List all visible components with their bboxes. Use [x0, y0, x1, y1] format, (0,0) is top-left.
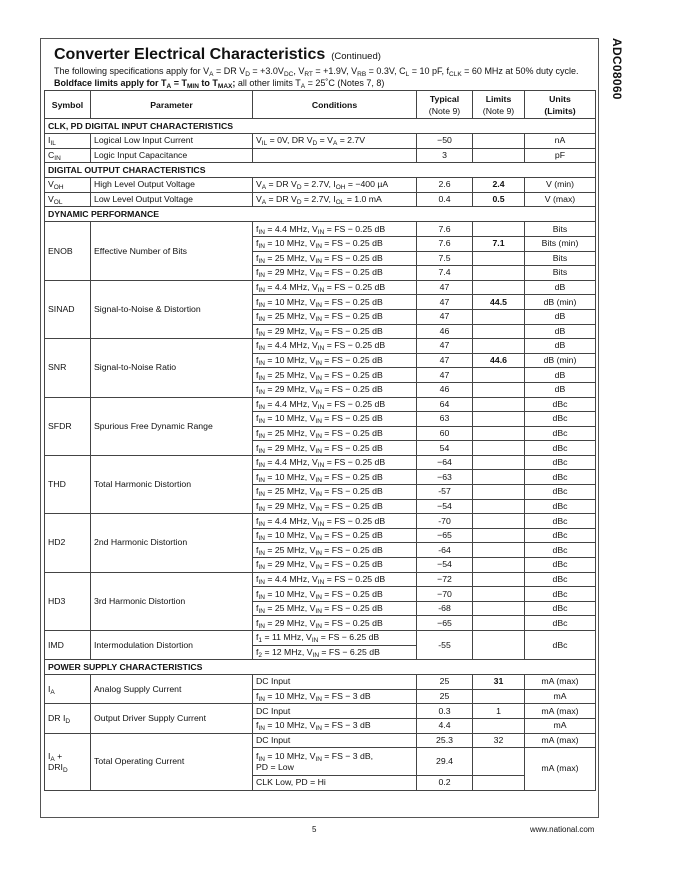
symbol-cell: $I_{IL}$	[45, 134, 91, 149]
section-clk: CLK, PD DIGITAL INPUT CHARACTERISTICS	[45, 119, 596, 134]
limit-cell	[473, 572, 525, 587]
symbol-cell: SINAD	[45, 280, 91, 338]
typical-cell: 60	[417, 426, 473, 441]
typical-cell: 7.5	[417, 251, 473, 266]
limit-cell	[473, 689, 525, 704]
unit-cell: mA	[525, 689, 596, 704]
condition-cell: $f_{IN} = 29$ MHz, $V_{IN}$ = FS − 0.25 dB	[253, 441, 417, 456]
table-row	[45, 148, 596, 163]
condition-cell: $V_A$ = DR $V_D = 2.7V$, $I_{OL} = 1.0$ mA	[253, 192, 417, 207]
limit-cell	[473, 455, 525, 470]
condition-cell: $f_{IN} = 10$ MHz, $V_{IN}$ = FS − 3 dB	[253, 718, 417, 733]
table-row	[45, 339, 596, 354]
page-title: Converter Electrical Characteristics (Continued)	[54, 46, 381, 63]
parameter-cell: 3rd Harmonic Distortion	[91, 572, 253, 630]
limit-cell	[473, 485, 525, 500]
unit-cell: dBc	[525, 587, 596, 602]
symbol-cell: HD2	[45, 514, 91, 572]
unit-cell: mA (max)	[525, 733, 596, 748]
condition-cell: DC Input	[253, 675, 417, 690]
title-note: (Continued)	[331, 51, 381, 62]
limit-cell	[473, 616, 525, 631]
table-row	[45, 572, 596, 587]
unit-cell: V (max)	[525, 192, 596, 207]
unit-cell: dB	[525, 309, 596, 324]
typical-cell: −50	[417, 134, 473, 149]
unit-cell: dBc	[525, 441, 596, 456]
parameter-cell: Signal-to-Noise & Distortion	[91, 280, 253, 338]
condition-cell: $V_{IL} = 0V$, DR $V_D = V_A = 2.7V$	[253, 134, 417, 149]
unit-cell: mA (max)	[525, 704, 596, 719]
parameter-cell: Logic Input Capacitance	[91, 148, 253, 163]
header-symbol: Symbol	[45, 91, 91, 119]
parameter-cell: Analog Supply Current	[91, 675, 253, 704]
typical-cell: 0.4	[417, 192, 473, 207]
table-row	[45, 134, 596, 149]
symbol-cell: HD3	[45, 572, 91, 630]
typical-cell: 2.6	[417, 178, 473, 193]
limit-cell: 7.1	[473, 236, 525, 251]
limit-cell	[473, 251, 525, 266]
condition-cell: $f_{IN} = 29$ MHz, $V_{IN}$ = FS − 0.25 dB	[253, 266, 417, 281]
limit-cell: 32	[473, 733, 525, 748]
typical-cell: 64	[417, 397, 473, 412]
limit-cell	[473, 382, 525, 397]
unit-cell: dBc	[525, 616, 596, 631]
part-number-side-label: ADC08060	[610, 38, 624, 100]
parameter-cell: Intermodulation Distortion	[91, 631, 253, 660]
limit-cell: 44.5	[473, 295, 525, 310]
typical-cell: 0.2	[417, 776, 473, 791]
table-row	[45, 675, 596, 690]
unit-cell: dBc	[525, 528, 596, 543]
limit-cell	[473, 134, 525, 149]
unit-cell: mA (max)	[525, 748, 596, 791]
condition-cell: $f_{IN} = 4.4$ MHz, $V_{IN}$ = FS − 0.25 dB	[253, 572, 417, 587]
table-row	[45, 514, 596, 529]
table-row	[45, 222, 596, 237]
unit-cell: dBc	[525, 426, 596, 441]
condition-cell	[253, 148, 417, 163]
unit-cell: dBc	[525, 455, 596, 470]
typical-cell: −54	[417, 558, 473, 573]
condition-cell: $f_{IN} = 10$ MHz, $V_{IN}$ = FS − 0.25 dB	[253, 470, 417, 485]
typical-cell: 46	[417, 324, 473, 339]
table-row	[45, 280, 596, 295]
parameter-cell: Total Operating Current	[91, 733, 253, 790]
typical-cell: -70	[417, 514, 473, 529]
section-row	[45, 660, 596, 675]
unit-cell: dBc	[525, 412, 596, 427]
table-row	[45, 455, 596, 470]
parameter-cell: High Level Output Voltage	[91, 178, 253, 193]
header-limits: Limits (Note 9)	[473, 91, 525, 119]
unit-cell: dB	[525, 324, 596, 339]
symbol-cell: THD	[45, 455, 91, 513]
limit-cell: 0.5	[473, 192, 525, 207]
typical-cell: 7.6	[417, 222, 473, 237]
condition-cell: $f_{IN} = 10$ MHz, $V_{IN}$ = FS − 0.25 dB	[253, 353, 417, 368]
symbol-cell: $V_{OL}$	[45, 192, 91, 207]
condition-cell: $f_{IN} = 29$ MHz, $V_{IN}$ = FS − 0.25 dB	[253, 558, 417, 573]
condition-cell: $f_{IN} = 29$ MHz, $V_{IN}$ = FS − 0.25 dB	[253, 382, 417, 397]
condition-cell: $f_{IN} = 4.4$ MHz, $V_{IN}$ = FS − 0.25 dB	[253, 397, 417, 412]
typical-cell: 3	[417, 148, 473, 163]
symbol-cell: IMD	[45, 631, 91, 660]
limit-cell	[473, 470, 525, 485]
unit-cell: pF	[525, 148, 596, 163]
page-number: 5	[312, 825, 317, 834]
limit-cell	[473, 514, 525, 529]
limit-cell	[473, 499, 525, 514]
unit-cell: dB	[525, 280, 596, 295]
typical-cell: −64	[417, 455, 473, 470]
limit-cell	[473, 309, 525, 324]
condition-cell: $f_{IN} = 4.4$ MHz, $V_{IN}$ = FS − 0.25 dB	[253, 222, 417, 237]
typical-cell: 63	[417, 412, 473, 427]
header-conditions: Conditions	[253, 91, 417, 119]
section-power: POWER SUPPLY CHARACTERISTICS	[45, 660, 596, 675]
typical-cell: −65	[417, 616, 473, 631]
limit-cell	[473, 528, 525, 543]
condition-cell: $f_{IN} = 25$ MHz, $V_{IN}$ = FS − 0.25 dB	[253, 543, 417, 558]
unit-cell: mA (max)	[525, 675, 596, 690]
parameter-cell: Logical Low Input Current	[91, 134, 253, 149]
typical-cell: 4.4	[417, 718, 473, 733]
typical-cell: 47	[417, 309, 473, 324]
condition-cell: $f_2 = 12$ MHz, $V_{IN}$ = FS − 6.25 dB	[253, 645, 417, 660]
unit-cell: dBc	[525, 470, 596, 485]
unit-cell: dBc	[525, 485, 596, 500]
condition-cell: $V_A$ = DR $V_D = 2.7V$, $I_{OH} = -400$ µA	[253, 178, 417, 193]
header-units: Units (Limits)	[525, 91, 596, 119]
unit-cell: nA	[525, 134, 596, 149]
typical-cell: 25	[417, 675, 473, 690]
typical-cell: 25.3	[417, 733, 473, 748]
unit-cell: dBc	[525, 397, 596, 412]
limit-cell	[473, 339, 525, 354]
header-typical: Typical (Note 9)	[417, 91, 473, 119]
symbol-cell: $I_A$ + $DRI_D$	[45, 733, 91, 790]
typical-cell: 54	[417, 441, 473, 456]
header-parameter: Parameter	[91, 91, 253, 119]
symbol-cell: $C_{IN}$	[45, 148, 91, 163]
section-row	[45, 119, 596, 134]
limit-cell	[473, 412, 525, 427]
condition-cell: $f_{IN} = 25$ MHz, $V_{IN}$ = FS − 0.25 dB	[253, 426, 417, 441]
typical-cell: 25	[417, 689, 473, 704]
typical-cell: −70	[417, 587, 473, 602]
unit-cell: Bits	[525, 266, 596, 281]
unit-cell: Bits	[525, 222, 596, 237]
typical-cell: 7.6	[417, 236, 473, 251]
limit-cell	[473, 776, 525, 791]
unit-cell: dB	[525, 339, 596, 354]
typical-cell: −65	[417, 528, 473, 543]
unit-cell: dBc	[525, 543, 596, 558]
limit-cell	[473, 718, 525, 733]
symbol-cell: SFDR	[45, 397, 91, 455]
condition-cell: DC Input	[253, 704, 417, 719]
unit-cell: dBc	[525, 631, 596, 660]
table-row	[45, 704, 596, 719]
condition-cell: $f_{IN} = 29$ MHz, $V_{IN}$ = FS − 0.25 dB	[253, 324, 417, 339]
typical-cell: 7.4	[417, 266, 473, 281]
limit-cell	[473, 441, 525, 456]
parameter-cell: Spurious Free Dynamic Range	[91, 397, 253, 455]
typical-cell: 0.3	[417, 704, 473, 719]
condition-cell: $f_{IN} = 25$ MHz, $V_{IN}$ = FS − 0.25 dB	[253, 368, 417, 383]
condition-cell: $f_{IN} = 29$ MHz, $V_{IN}$ = FS − 0.25 dB	[253, 499, 417, 514]
typical-cell: -64	[417, 543, 473, 558]
condition-cell: $f_{IN} = 25$ MHz, $V_{IN}$ = FS − 0.25 dB	[253, 485, 417, 500]
spec-table-wrapper	[44, 90, 595, 791]
unit-cell: dBc	[525, 514, 596, 529]
typical-cell: 29.4	[417, 748, 473, 776]
condition-cell: DC Input	[253, 733, 417, 748]
condition-cell: $f_{IN} = 25$ MHz, $V_{IN}$ = FS − 0.25 dB	[253, 309, 417, 324]
footer-url: www.national.com	[530, 825, 595, 834]
limit-cell	[473, 397, 525, 412]
limit-cell	[473, 543, 525, 558]
typical-cell: 47	[417, 339, 473, 354]
typical-cell: -57	[417, 485, 473, 500]
unit-cell: dBc	[525, 499, 596, 514]
section-digital: DIGITAL OUTPUT CHARACTERISTICS	[45, 163, 596, 178]
intro-text: The following specifications apply for $V_A$ = DR $V_D = +3.0V_{DC}$, $V_{RT} = +1.9V$, $V_{RB} = 0.3V$, $C_L = 10$ pF, $f_{CLK} = 60$ MHz at 50% duty cycle. Boldface limits apply for $T_A = T_{MIN}$ to $T_{MAX}$; all other limits $T_A$ = 25˚C (Notes 7, 8)	[54, 66, 579, 90]
unit-cell: mA	[525, 718, 596, 733]
table-body	[45, 119, 596, 791]
condition-cell: $f_{IN} = 10$ MHz, $V_{IN}$ = FS − 0.25 dB	[253, 295, 417, 310]
section-row	[45, 163, 596, 178]
unit-cell: Bits	[525, 251, 596, 266]
limit-cell: 44.6	[473, 353, 525, 368]
typical-cell: 46	[417, 382, 473, 397]
unit-cell: dB (min)	[525, 295, 596, 310]
typical-cell: −63	[417, 470, 473, 485]
unit-cell: dB (min)	[525, 353, 596, 368]
condition-cell: $f_{IN} = 4.4$ MHz, $V_{IN}$ = FS − 0.25 dB	[253, 339, 417, 354]
limit-cell	[473, 280, 525, 295]
unit-cell: dBc	[525, 558, 596, 573]
section-dynamic: DYNAMIC PERFORMANCE	[45, 207, 596, 222]
condition-cell: $f_{IN} = 10$ MHz, $V_{IN}$ = FS − 3 dB, PD = Low	[253, 748, 417, 776]
parameter-cell: Effective Number of Bits	[91, 222, 253, 280]
table-row	[45, 631, 596, 646]
limit-cell: 31	[473, 675, 525, 690]
parameter-cell: Low Level Output Voltage	[91, 192, 253, 207]
limit-cell	[473, 748, 525, 776]
limit-cell	[473, 587, 525, 602]
condition-cell: CLK Low, PD = Hi	[253, 776, 417, 791]
parameter-cell: Signal-to-Noise Ratio	[91, 339, 253, 397]
unit-cell: dB	[525, 382, 596, 397]
condition-cell: $f_{IN} = 4.4$ MHz, $V_{IN}$ = FS − 0.25 dB	[253, 514, 417, 529]
condition-cell: $f_{IN} = 10$ MHz, $V_{IN}$ = FS − 3 dB	[253, 689, 417, 704]
typical-cell: −54	[417, 499, 473, 514]
table-row	[45, 192, 596, 207]
table-header-row	[45, 91, 596, 119]
table-row	[45, 397, 596, 412]
symbol-cell: $I_A$	[45, 675, 91, 704]
unit-cell: Bits (min)	[525, 236, 596, 251]
limit-cell: 1	[473, 704, 525, 719]
typical-cell: 47	[417, 295, 473, 310]
table-row	[45, 178, 596, 193]
table-row	[45, 733, 596, 748]
unit-cell: dB	[525, 368, 596, 383]
symbol-cell: $V_{OH}$	[45, 178, 91, 193]
unit-cell: dBc	[525, 601, 596, 616]
limit-cell	[473, 266, 525, 281]
condition-cell: $f_{IN} = 25$ MHz, $V_{IN}$ = FS − 0.25 dB	[253, 601, 417, 616]
parameter-cell: Output Driver Supply Current	[91, 704, 253, 733]
limit-cell: 2.4	[473, 178, 525, 193]
limit-cell	[473, 148, 525, 163]
unit-cell: V (min)	[525, 178, 596, 193]
condition-cell: $f_{IN} = 10$ MHz, $V_{IN}$ = FS − 0.25 dB	[253, 236, 417, 251]
parameter-cell: 2nd Harmonic Distortion	[91, 514, 253, 572]
limit-cell	[473, 558, 525, 573]
condition-cell: $f_{IN} = 25$ MHz, $V_{IN}$ = FS − 0.25 dB	[253, 251, 417, 266]
symbol-cell: ENOB	[45, 222, 91, 280]
typical-cell: −72	[417, 572, 473, 587]
parameter-cell: Total Harmonic Distortion	[91, 455, 253, 513]
limit-cell	[473, 631, 525, 660]
condition-cell: $f_{IN} = 4.4$ MHz, $V_{IN}$ = FS − 0.25 dB	[253, 280, 417, 295]
symbol-cell: DR $I_D$	[45, 704, 91, 733]
condition-cell: $f_{IN} = 10$ MHz, $V_{IN}$ = FS − 0.25 dB	[253, 528, 417, 543]
condition-cell: $f_1 = 11$ MHz, $V_{IN}$ = FS − 6.25 dB	[253, 631, 417, 646]
limit-cell	[473, 601, 525, 616]
typical-cell: -55	[417, 631, 473, 660]
typical-cell: -68	[417, 601, 473, 616]
condition-cell: $f_{IN} = 4.4$ MHz, $V_{IN}$ = FS − 0.25 dB	[253, 455, 417, 470]
typical-cell: 47	[417, 353, 473, 368]
section-row	[45, 207, 596, 222]
limit-cell	[473, 324, 525, 339]
unit-cell: dBc	[525, 572, 596, 587]
limit-cell	[473, 368, 525, 383]
limit-cell	[473, 222, 525, 237]
condition-cell: $f_{IN} = 10$ MHz, $V_{IN}$ = FS − 0.25 dB	[253, 412, 417, 427]
limit-cell	[473, 426, 525, 441]
typical-cell: 47	[417, 368, 473, 383]
spec-table	[44, 90, 596, 791]
typical-cell: 47	[417, 280, 473, 295]
symbol-cell: SNR	[45, 339, 91, 397]
condition-cell: $f_{IN} = 10$ MHz, $V_{IN}$ = FS − 0.25 dB	[253, 587, 417, 602]
condition-cell: $f_{IN} = 29$ MHz, $V_{IN}$ = FS − 0.25 dB	[253, 616, 417, 631]
